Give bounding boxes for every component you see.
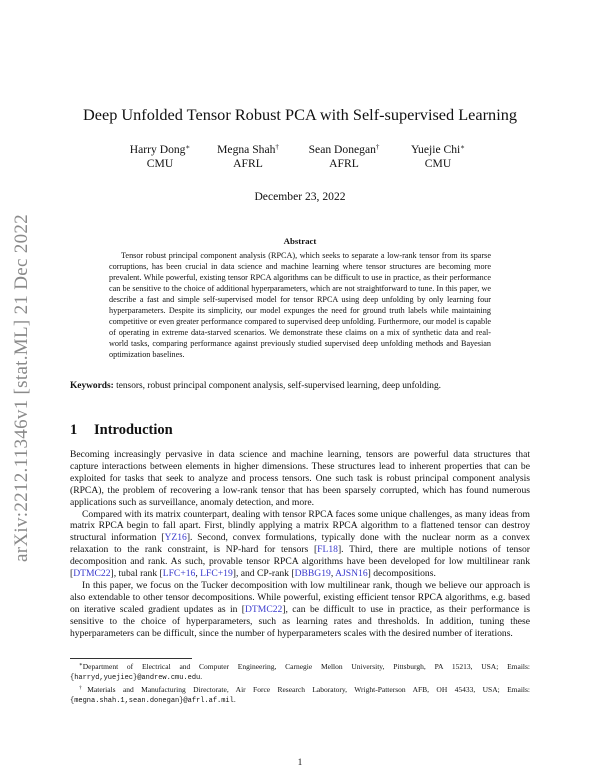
citation-link[interactable]: LFC+19 (200, 568, 233, 580)
author-mark: † (375, 143, 380, 151)
footnote-rule (70, 658, 192, 659)
author-name: Yuejie Chi (410, 143, 461, 156)
author-affiliation: CMU (146, 157, 174, 170)
paper-title: Deep Unfolded Tensor Robust PCA with Self-supervised Learning (82, 105, 518, 124)
footnote-1: ∗Department of Electrical and Computer Engineering, Carnegie Mellon University, Pittsburgh, PA 15213, USA; Emails: {harryd,yuejiec}@andrew.cmu.edu. (70, 662, 530, 682)
footnote-2: †Materials and Manufacturing Directorate, Air Force Research Laboratory, Wright-Patterson AFB, OH 45433, USA; Emails: {megna.shah.1,sean.donegan}@afrl.af.mil. (70, 685, 530, 705)
author-affiliation: CMU (424, 157, 452, 170)
footnote-email: {harryd,yuejiec}@andrew.cmu.edu (70, 673, 201, 682)
author-4 (388, 140, 488, 171)
footnote-mark: ∗ (79, 662, 83, 668)
author-name: Harry Dong (129, 143, 186, 156)
author-affiliation: AFRL (233, 157, 263, 170)
citation-link[interactable]: FL18 (317, 544, 338, 556)
abstract-heading: Abstract (283, 236, 317, 246)
page-number: 1 (297, 758, 303, 768)
keywords-line (70, 380, 530, 392)
section-heading (70, 421, 530, 439)
author-mark: ∗ (185, 143, 191, 151)
author-mark: ∗ (460, 143, 466, 151)
intro-paragraph-2: Compared with its matrix counterpart, dealing with tensor RPCA faces some unique challenges, as many ideas from matrix RPCA begin to fall apart. First, blindly applying a matrix RPCA algorithm to a flattened tensor can destroy structural information [YZ16]. Second, convex formulations, typically done with the nuclear norm as a convex relaxation to the rank constraint, is NP-hard for tensors [FL18]. Third, there are multiple notions of tensor decomposition and rank. As such, provable tensor RPCA algorithms have been developed for low multilinear rank [DTMC22], tubal rank [LFC+16, LFC+19], and CP-rank [DBBG19, AJSN16] decompositions. (70, 508, 531, 580)
keywords-label: Keywords: (70, 381, 114, 391)
author-name: Megna Shah (217, 143, 276, 156)
section-number: 1 (70, 422, 78, 438)
citation-link[interactable]: AJSN16 (335, 568, 368, 580)
intro-paragraph-3: In this paper, we focus on the Tucker decomposition with low multilinear rank, though we believe our approach is also extendable to other tensor decompositions. While powerful, existing efficient tensor RPCA algorithms, e.g. based on iterative scaled gradient updates as in [DTMC22], can be difficult to use in practice, as their performance is sensitive to the choice of hyperparameters, such as learning rates and thresholds. In addition, tuning these hyperparameters can be difficult, since the number of hyperparameters scales with the desired number of iterations. (70, 579, 531, 639)
abstract-text: Tensor robust principal component analysis (RPCA), which seeks to separate a low-rank tensor from its sparse corruptions, has been crucial in data science and machine learning where tensor structures are becoming more prevalent. While powerful, existing tensor RPCA algorithms can be difficult to use in practice, as their performance can be sensitive to the choice of additional hyperparameters, which are not straightforward to tune. In this paper, we describe a fast and simple self-supervised model for tensor RPCA using deep unfolding by only learning four hyperparameters. Despite its simplicity, our model expunges the need for ground truth labels while maintaining competitive or even greater performance compared to supervised deep unfolding. Furthermore, our model is capable of operating in extreme data-starved scenarios. We demonstrate these claims on a mix of synthetic data and real-world tasks, comparing performance against previously studied supervised deep unfolding methods and Bayesian optimization baselines. (109, 251, 491, 360)
citation-link[interactable]: LFC+16 (162, 568, 196, 580)
intro-paragraph-1: Becoming increasingly pervasive in data science and machine learning, tensors are powerful data structures that capture interactions between elements in higher dimensions. These structures lead to inherent properties that can be exploited for tasks that seek to analyze and process tensors. One such task is robust principal component analysis (RPCA), the problem of recovering a low-rank tensor that has been sparsely corrupted, which has found numerous applications such as surveillance, anomaly detection, and more. (70, 449, 530, 508)
author-affiliation: AFRL (329, 157, 359, 170)
author-3 (294, 140, 394, 171)
author-mark: † (275, 143, 279, 151)
citation-link[interactable]: DBBG19 (294, 568, 331, 580)
paper-date: December 23, 2022 (254, 190, 346, 203)
arxiv-stamp: arXiv:2212.11346v1 [stat.ML] 21 Dec 2022 (11, 214, 32, 562)
citation-link[interactable]: DTMC22 (245, 603, 283, 615)
author-1 (110, 140, 210, 171)
footnote-mark: † (79, 685, 88, 691)
author-name: Sean Donegan (308, 143, 376, 156)
intro-body (70, 449, 530, 640)
author-2 (198, 140, 298, 171)
keywords-text: tensors, robust principal component analysis, self-supervised learning, deep unfolding. (116, 381, 442, 391)
citation-link[interactable]: DTMC22 (73, 568, 111, 580)
citation-link[interactable]: YZ16 (164, 532, 187, 544)
section-title: Introduction (94, 422, 173, 438)
footnote-email: {megna.shah.1,sean.donegan}@afrl.af.mil (70, 696, 234, 705)
